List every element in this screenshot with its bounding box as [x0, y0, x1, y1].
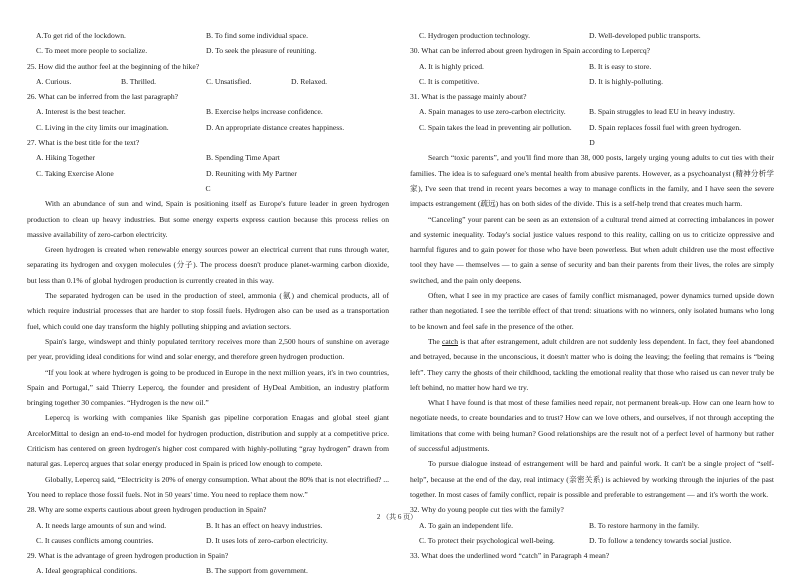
q27-options-row-2 [27, 166, 389, 181]
q28-options-row-2 [27, 533, 389, 548]
q29-question: 29. What is the advantage of green hydrogen production in Spain? [27, 551, 229, 561]
para4-before: The [428, 336, 443, 346]
section-c-paragraph-1: With an abundance of sun and wind, Spain is positioning itself as Europe's future leader in green hydrogen production to clean up heavy industries. But some energy experts express caution because this process relies on massive availability of zero-carbon electricity. [27, 199, 389, 239]
q27-options-row-1 [27, 150, 389, 165]
q28-option-a: A. It needs large amounts of sun and wind. [36, 520, 167, 530]
q29-option-d: D. Well-developed public transports. [589, 31, 701, 40]
q26-option-b: B. Exercise helps increase confidence. [206, 107, 323, 117]
q31-option-b: B. Spain struggles to lead EU in heavy industry. [589, 107, 735, 117]
section-d-paragraph-4 [410, 334, 774, 395]
para4-after: is that after estrangement, adult children are not suddenly less dependent. In fact, they feel abandoned and betrayed, because in the unconscious, it doesn't matter who is doing the leaving; the feeling that remains is “being left”. They carry the ghosts of their childhood, tackling the emotional reality that those who raised us can never truly be left behind, no matter how hard we try. [410, 336, 774, 392]
q26-option-d: D. An appropriate distance creates happiness. [206, 122, 345, 132]
left-column [27, 28, 389, 579]
q28-option-d: D. It uses lots of zero-carbon electricity. [206, 535, 328, 545]
q31-options-row-2 [410, 120, 774, 135]
q30-option-b: B. It is easy to store. [589, 61, 652, 71]
q25-option-a: A. Curious. [36, 76, 72, 86]
q24-options-row-2 [27, 43, 389, 58]
q25-options-row [27, 74, 389, 89]
q28-option-b: B. It has an effect on heavy industries. [206, 520, 323, 530]
q29-option-c: C. Hydrogen production technology. [419, 31, 531, 40]
q24-option-c: C. To meet more people to socialize. [36, 46, 148, 56]
section-d-paragraph-1: Search “toxic parents”, and you'll find more than 38, 000 posts, largely urging young adults to cut ties with their families. The idea is to safeguard one's mental health from abusive parents. However, as a psychoanalyst (精神分析学家), I've seen that trend in recent years becomes a way to manage conflicts in the family, and I have seen the severe impacts estrangement (疏远) has on both sides of the divide. This is a self-help trend that creates much harm. [410, 153, 774, 209]
q31-option-c: C. Spain takes the lead in preventing air pollution. [419, 122, 572, 132]
q24-option-d: D. To seek the pleasure of reuniting. [206, 46, 317, 56]
q31-option-a: A. Spain manages to use zero-carbon electricity. [419, 107, 566, 117]
q24-option-b: B. To find some individual space. [206, 31, 309, 40]
right-column [410, 28, 774, 563]
section-c-paragraph-4: Spain's large, windswept and thinly populated territory receives more than 2,500 hours of sunshine on average per year, providing ideal conditions for wind and solar energy, and therefore green hydrogen production. [27, 336, 389, 362]
section-c-title: C [205, 183, 211, 193]
q28-question: 28. Why are some experts cautious about green hydrogen production in Spain? [27, 505, 267, 515]
q32-option-c: C. To protect their psychological well-being. [419, 535, 555, 545]
q30-option-c: C. It is competitive. [419, 76, 480, 86]
q30-option-d: D. It is highly-polluting. [589, 76, 664, 86]
q25-option-c: C. Unsatisfied. [206, 76, 252, 86]
q29-option-b: B. The support from government. [206, 566, 308, 576]
section-c-paragraph-5: “If you look at where hydrogen is going to be produced in Europe in the next million years, it's in two countries, Spain and Portugal,” said Thierry Lepercq, the founder and president of HyDeal Ambition, an industry platform bringing together 30 companies. “Hydrogen is the new oil.” [27, 367, 389, 408]
q27-option-b: B. Spending Time Apart [206, 153, 280, 163]
q29-option-a: A. Ideal geographical conditions. [36, 566, 138, 576]
q32-question: 32. Why do young people cut ties with the family? [410, 505, 564, 515]
q27-option-c: C. Taking Exercise Alone [36, 168, 114, 178]
section-c-paragraph-6: Lepercq is working with companies like Spanish gas pipeline corporation Enagas and global steel giant ArcelorMittal to design an end-to-end model for hydrogen production, distribution and supply at a competitive price. Criticism has centered on green hydrogen's higher cost compared with highly-polluting “gray hydrogen” drawn from natural gas. Lepercq argues that solar energy produced in Spain is priced low enough to compete. [27, 413, 389, 469]
q30-question: 30. What can be inferred about green hydrogen in Spain according to Lepercq? [410, 46, 651, 56]
q25-option-b: B. Thrilled. [121, 76, 157, 86]
q24-options-row-1 [27, 28, 389, 43]
q25-option-d: D. Relaxed. [291, 76, 328, 86]
section-c-paragraph-2: Green hydrogen is created when renewable energy sources power an electrical current that runs through water, separating its hydrogen and oxygen molecules (分子). The process doesn't produce planet-warming carbon dioxide, but less than 0.1% of global hydrogen production is currently created in this way. [27, 245, 389, 285]
q30-option-a: A. It is highly priced. [419, 61, 484, 71]
q26-question: 26. What can be inferred from the last paragraph? [27, 92, 179, 102]
section-c-paragraph-3: The separated hydrogen can be used in the production of steel, ammonia (氨) and chemical products, all of which require industrial processes that are harder to stop fossil fuels. Hydrogen also can be used as a transportation fuel, which could one day transform the highly polluting shipping and aviation sectors. [27, 291, 389, 331]
q33-question: 33. What does the underlined word “catch” in Paragraph 4 mean? [410, 551, 610, 561]
q26-option-c: C. Living in the city limits our imagination. [36, 122, 169, 132]
q30-options-row-2 [410, 74, 774, 89]
q27-option-d: D. Reuniting with My Partner [206, 168, 297, 178]
q28-option-c: C. It causes conflicts among countries. [36, 535, 154, 545]
q27-option-a: A. Hiking Together [36, 153, 96, 163]
q32-options-row-2 [410, 533, 774, 548]
q26-options-row-2 [27, 120, 389, 135]
q32-option-b: B. To restore harmony in the family. [589, 520, 700, 530]
q27-question: 27. What is the best title for the text? [27, 138, 140, 148]
section-d-paragraph-2: “Canceling” your parent can be seen as an extension of a cultural trend aimed at correcting imbalances in power and systemic inequality. Today's social justice values respond to this reality, calling on us to criticize oppressive and harmful figures and to gain power for those who have been powerless. But when adult children use the most effective tool they have — themselves — to gain a sense of security and ban their parents from their lives, the roles are simply switched, and the pain only deepens. [410, 214, 774, 285]
q29-options-row-2 [410, 28, 774, 43]
q31-options-row-1 [410, 104, 774, 119]
q25-question: 25. How did the author feel at the beginning of the hike? [27, 61, 200, 71]
q32-option-d: D. To follow a tendency towards social justice. [589, 535, 732, 545]
underlined-word-catch: catch [442, 336, 459, 346]
section-d-title: D [589, 138, 595, 148]
q26-option-a: A. Interest is the best teacher. [36, 107, 126, 117]
q31-question: 31. What is the passage mainly about? [410, 92, 527, 102]
q26-options-row-1 [27, 104, 389, 119]
q30-options-row-1 [410, 59, 774, 74]
section-d-paragraph-3: Often, what I see in my practice are cases of family conflict mismanaged, power dynamics turned upside down rather than negotiated. I see the terrible effect of that trend: situations with no winners, only isolated humans who long to be known and feel safe in the presence of the other. [410, 291, 774, 331]
q31-option-d: D. Spain replaces fossil fuel with green hydrogen. [589, 122, 742, 132]
page-number: 2 （共 6 页） [376, 513, 418, 521]
q29-options-row-1 [27, 563, 389, 578]
q32-option-a: A. To gain an independent life. [419, 520, 514, 530]
section-d-paragraph-5: What I have found is that most of these families need repair, not permanent break-up. How can one learn how to negotiate needs, to create boundaries and to trust? How can we love others, and ourselves, if not through accepting the limitations that come with being human? Good relationships are the result not of a perfect level of harmony but rather of successful adjustments. [410, 398, 774, 454]
section-d-paragraph-6: To pursue dialogue instead of estrangement will be hard and painful work. It can't be a single project of “self-help”, because at the end of the day, real intimacy (亲密关系) is achieved by working through the injuries of the past together. In most cases of family conflict, repair is possible and preferable to estrangement — and it's worth the work. [410, 459, 774, 499]
section-c-paragraph-7: Globally, Lepercq said, “Electricity is 20% of energy consumption. What about the 80% that is not electrified? ... You need to replace those fossil fuels. Not in 50 years' time. You need to replace them now.” [27, 474, 389, 499]
q24-option-a: A.To get rid of the lockdown. [36, 31, 126, 40]
